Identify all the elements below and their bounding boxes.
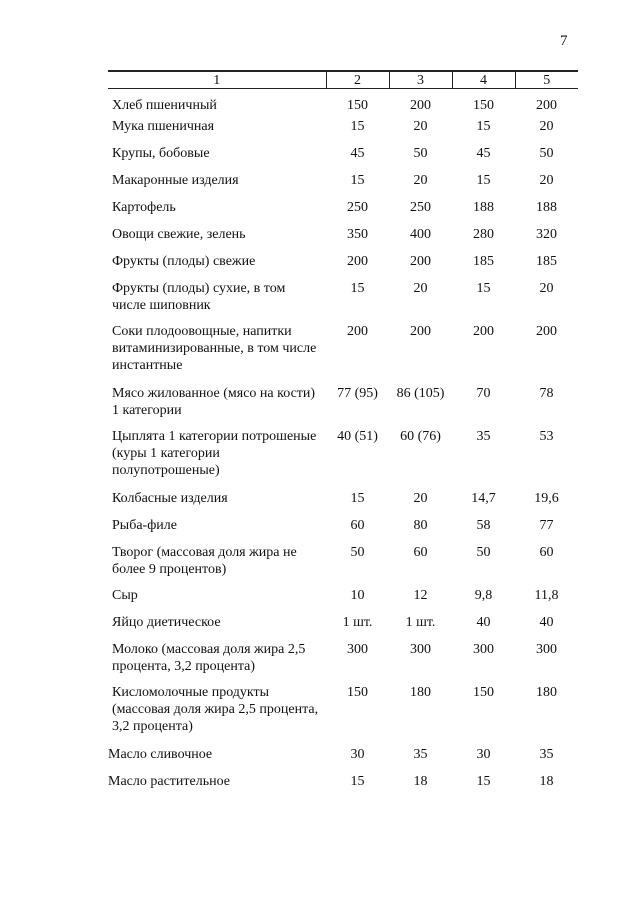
- value-cell-col2: 77 (95): [337, 385, 378, 401]
- value-cell-col3: 250: [410, 199, 431, 215]
- table-row: [108, 89, 578, 116]
- value-cell-col4: 9,8: [474, 587, 493, 603]
- product-name-cell: Мука пшеничная: [112, 118, 215, 134]
- value-cell-col5: 18: [539, 773, 554, 789]
- column-header-5: 5: [515, 71, 578, 89]
- table-row: [108, 251, 578, 278]
- value-cell-col3: 80: [413, 517, 428, 533]
- table-body: [108, 89, 578, 798]
- header-row: [108, 71, 578, 89]
- value-cell-col4: 188: [473, 199, 494, 215]
- value-cell-col4: 50: [476, 544, 491, 560]
- value-cell-col5: 40: [539, 614, 554, 630]
- value-cell-col2: 45: [350, 145, 365, 161]
- value-cell-col5: 200: [536, 323, 557, 339]
- food-norms-table: [108, 70, 578, 798]
- value-cell-col2: 40 (51): [337, 428, 378, 444]
- value-cell-col2: 15: [350, 118, 365, 134]
- value-cell-col3: 200: [410, 253, 431, 269]
- table-row: [108, 426, 578, 488]
- value-cell-col3: 200: [410, 323, 431, 339]
- product-name-cell: Молоко (массовая доля жира 2,5 процента, 3,2 процента): [112, 641, 306, 674]
- product-name-cell: Цыплята 1 категории потрошеные (куры 1 категории полупотрошеные): [112, 428, 317, 478]
- value-cell-col3: 12: [413, 587, 428, 603]
- value-cell-col4: 58: [476, 517, 491, 533]
- value-cell-col4: 35: [476, 428, 491, 444]
- value-cell-col4: 40: [476, 614, 491, 630]
- value-cell-col4: 15: [476, 280, 491, 296]
- value-cell-col5: 300: [536, 641, 557, 657]
- value-cell-col3: 50: [413, 145, 428, 161]
- value-cell-col2: 10: [350, 587, 365, 603]
- value-cell-col3: 20: [413, 280, 428, 296]
- value-cell-col3: 18: [413, 773, 428, 789]
- column-header-1: 1: [108, 71, 326, 89]
- value-cell-col3: 20: [413, 172, 428, 188]
- value-cell-col2: 15: [350, 490, 365, 506]
- table-row: [108, 515, 578, 542]
- table-row: [108, 542, 578, 585]
- value-cell-col2: 60: [350, 517, 365, 533]
- product-name-cell: Мясо жилованное (мясо на кости) 1 категории: [112, 385, 316, 418]
- value-cell-col5: 78: [539, 385, 554, 401]
- column-header-2: 2: [326, 71, 389, 89]
- product-name-cell: Соки плодоовощные, напитки витаминизированные, в том числе инстантные: [112, 323, 317, 373]
- value-cell-col4: 70: [476, 385, 491, 401]
- value-cell-col3: 35: [413, 746, 428, 762]
- table-row: [108, 682, 578, 744]
- value-cell-col5: 200: [536, 98, 557, 113]
- table-row: [108, 116, 578, 143]
- value-cell-col4: 15: [476, 118, 491, 134]
- value-cell-col5: 19,6: [534, 490, 559, 506]
- value-cell-col5: 185: [536, 253, 557, 269]
- column-header-4: 4: [452, 71, 515, 89]
- value-cell-col4: 150: [473, 684, 494, 700]
- table-header: [108, 71, 578, 89]
- table-row: [108, 639, 578, 682]
- value-cell-col2: 50: [350, 544, 365, 560]
- table-row: [108, 488, 578, 515]
- value-cell-col4: 15: [476, 773, 491, 789]
- page-number: 7: [560, 33, 568, 49]
- value-cell-col3: 60: [413, 544, 428, 560]
- product-name-cell: Фрукты (плоды) свежие: [112, 253, 256, 269]
- value-cell-col3: 300: [410, 641, 431, 657]
- value-cell-col2: 15: [350, 172, 365, 188]
- product-name-cell: Колбасные изделия: [112, 490, 228, 506]
- product-name-cell: Макаронные изделия: [112, 172, 239, 188]
- value-cell-col2: 30: [350, 746, 365, 762]
- product-name-cell: Яйцо диетическое: [112, 614, 221, 630]
- value-cell-col3: 20: [413, 490, 428, 506]
- value-cell-col5: 20: [539, 172, 554, 188]
- column-header-3: 3: [389, 71, 452, 89]
- value-cell-col3: 180: [410, 684, 431, 700]
- value-cell-col3: 200: [410, 98, 431, 113]
- table-row: [108, 383, 578, 426]
- value-cell-col3: 20: [413, 118, 428, 134]
- table-row: [108, 771, 578, 798]
- value-cell-col5: 20: [539, 280, 554, 296]
- value-cell-col5: 180: [536, 684, 557, 700]
- product-name-cell: Картофель: [112, 199, 176, 215]
- value-cell-col5: 188: [536, 199, 557, 215]
- value-cell-col4: 30: [476, 746, 491, 762]
- value-cell-col2: 1 шт.: [342, 614, 373, 630]
- value-cell-col5: 320: [536, 226, 557, 242]
- value-cell-col3: 400: [410, 226, 431, 242]
- value-cell-col4: 200: [473, 323, 494, 339]
- value-cell-col5: 35: [539, 746, 554, 762]
- product-name-cell: Крупы, бобовые: [112, 145, 210, 161]
- value-cell-col3: 60 (76): [400, 428, 441, 444]
- value-cell-col2: 250: [347, 199, 368, 215]
- value-cell-col4: 185: [473, 253, 494, 269]
- table-row: [108, 321, 578, 383]
- value-cell-col3: 1 шт.: [405, 614, 436, 630]
- value-cell-col4: 280: [473, 226, 494, 242]
- value-cell-col2: 15: [350, 280, 365, 296]
- value-cell-col4: 150: [473, 98, 494, 113]
- value-cell-col5: 20: [539, 118, 554, 134]
- product-name-cell: Масло сливочное: [108, 746, 213, 762]
- product-name-cell: Творог (массовая доля жира не более 9 процентов): [112, 544, 297, 577]
- table-row: [108, 744, 578, 771]
- table-row: [108, 278, 578, 321]
- value-cell-col3: 86 (105): [396, 385, 445, 401]
- value-cell-col5: 77: [539, 517, 554, 533]
- value-cell-col4: 14,7: [471, 490, 496, 506]
- value-cell-col2: 200: [347, 323, 368, 339]
- product-name-cell: Кисломолочные продукты (массовая доля жира 2,5 процента, 3,2 процента): [112, 684, 319, 734]
- value-cell-col2: 350: [347, 226, 368, 242]
- value-cell-col2: 200: [347, 253, 368, 269]
- table-row: [108, 143, 578, 170]
- value-cell-col4: 15: [476, 172, 491, 188]
- product-name-cell: Фрукты (плоды) сухие, в том числе шиповник: [112, 280, 286, 313]
- product-name-cell: Сыр: [112, 587, 138, 603]
- product-name-cell: Рыба-филе: [112, 517, 177, 533]
- product-name-cell: Хлеб пшеничный: [112, 98, 217, 113]
- value-cell-col2: 15: [350, 773, 365, 789]
- table-row: [108, 197, 578, 224]
- value-cell-col5: 53: [539, 428, 554, 444]
- value-cell-col4: 45: [476, 145, 491, 161]
- value-cell-col5: 60: [539, 544, 554, 560]
- table-row: [108, 170, 578, 197]
- table-row: [108, 585, 578, 612]
- value-cell-col4: 300: [473, 641, 494, 657]
- value-cell-col5: 11,8: [534, 587, 559, 603]
- value-cell-col2: 300: [347, 641, 368, 657]
- value-cell-col5: 50: [539, 145, 554, 161]
- value-cell-col2: 150: [347, 684, 368, 700]
- value-cell-col2: 150: [347, 98, 368, 113]
- table-row: [108, 612, 578, 639]
- product-name-cell: Масло растительное: [108, 773, 230, 789]
- product-name-cell: Овощи свежие, зелень: [112, 226, 246, 242]
- table-row: [108, 224, 578, 251]
